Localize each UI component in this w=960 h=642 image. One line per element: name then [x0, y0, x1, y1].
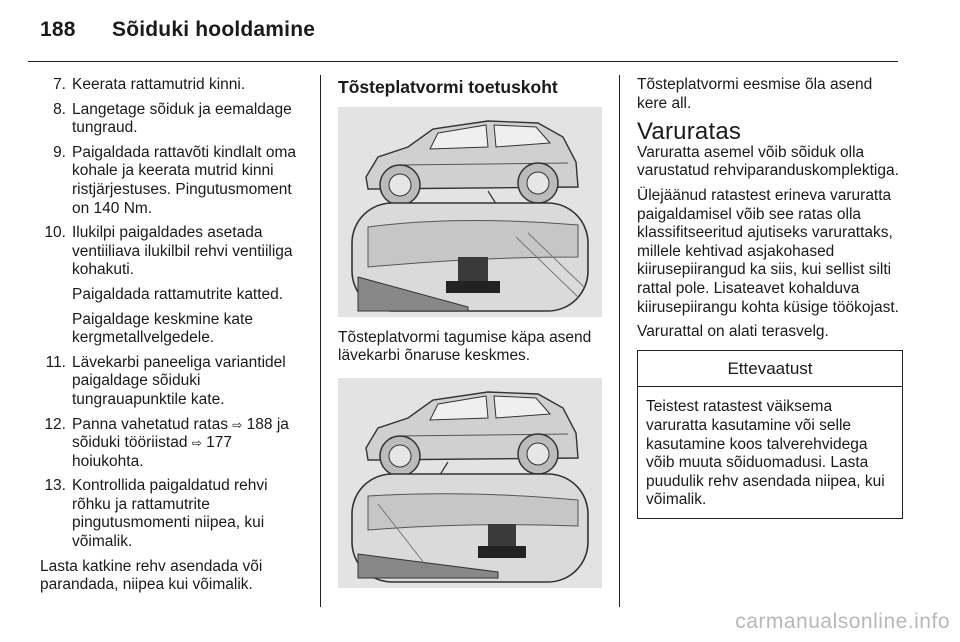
list-item: 7. Keerata rattamutrid kinni.: [53, 76, 246, 93]
closing-paragraph: Lasta katkine rehv asendada või parandada, niipea kui võimalik.: [40, 557, 263, 594]
page-reference[interactable]: 188: [246, 415, 273, 433]
column-left: [40, 76, 302, 601]
page-number: 188: [40, 18, 76, 41]
caution-title: Ettevaatust: [638, 351, 902, 388]
paragraph: Ülejäänud ratastest erineva varuratta paigaldamisel võib see ratas olla klassifitseeritud ajutiseks varurattaks, millele kehtivad asjakohased kiirusepiirangud ka siis, kui sellist silti rattal pole. Lisateavet kohalduva kiirusepiirangu kohta küsige töökojast.: [637, 186, 899, 316]
column-right: [637, 76, 903, 519]
column-middle: [338, 76, 604, 600]
list-item: 11. Lävekarbi paneeliga variantidel paigaldage sõiduki tungrauapunktile kate.: [45, 353, 286, 408]
page-reference[interactable]: 177: [206, 434, 233, 452]
lift-point-rear-illustration: [338, 378, 602, 588]
list-item: 8. Langetage sõiduk ja eemaldage tungraud.: [53, 100, 292, 137]
figure-caption: Tõsteplatvormi tagumise käpa asend lävekarbi õnaruse keskmes.: [338, 328, 592, 365]
list-item: 12. Panna vahetatud ratas ⇨ 188 ja sõiduki tööriistad ⇨ 177 hoiukohta.: [44, 415, 289, 470]
section-title: Varuratas: [637, 118, 742, 146]
column-divider-2: [619, 75, 620, 607]
intro-paragraph: Tõsteplatvormi eesmise õla asend kere all.: [637, 76, 873, 112]
header-rule: [28, 61, 898, 62]
page-reference-icon: ⇨: [232, 417, 243, 432]
page-reference-icon: ⇨: [191, 436, 202, 451]
section-heading: Tõsteplatvormi toetuskoht: [338, 77, 558, 97]
lift-point-front-illustration: [338, 107, 602, 317]
list-item: 13. Kontrollida paigaldatud rehvi rõhku ja rattamutrite pingutusmomenti niipea, kui võimalik.: [44, 477, 268, 551]
page-header: [40, 18, 315, 42]
watermark: carmanualsonline.info: [735, 610, 950, 633]
page-title: Sõiduki hooldamine: [112, 18, 316, 41]
list-item: 9. Paigaldada rattavõti kindlalt oma kohale ja keerata mutrid kinni ristjärjestuses. Pingutusmoment on 140 Nm.: [53, 143, 297, 217]
caution-box: [637, 350, 903, 519]
paragraph: Varurattal on alati terasvelg.: [637, 323, 829, 341]
column-divider-1: [320, 75, 321, 607]
paragraph: Varuratta asemel võib sõiduk olla varustatud rehviparanduskomplektiga.: [637, 143, 899, 180]
list-item: 10. Ilukilpi paigaldades asetada ventiiliava ilukilbil rehvi ventiiliga kohakuti. Paigaldada rattamutrite katted. Paigaldage keskmine kate kergmetallvelgedele.: [44, 224, 293, 347]
caution-text: Teistest ratastest väiksema varuratta kasutamine või selle kasutamine koos talverehvidega võib muuta sõiduomadusi. Lasta puudulik rehv asendada niipea, kui võimalik.: [646, 398, 885, 509]
